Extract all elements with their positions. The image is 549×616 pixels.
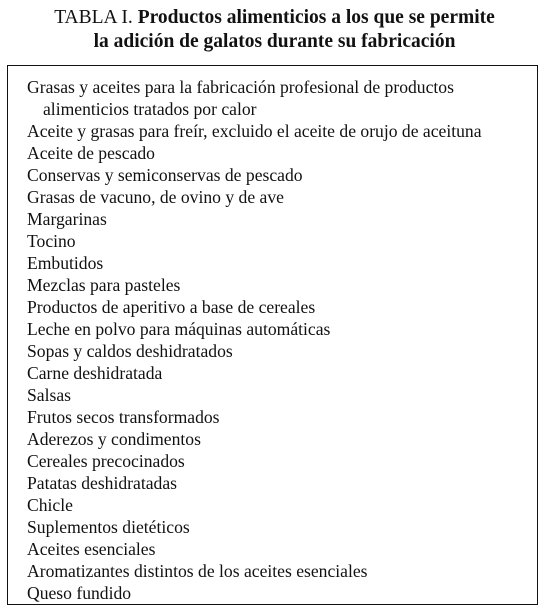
- list-item: Sopas y caldos deshidratados: [27, 341, 233, 361]
- food-products-table: [7, 65, 538, 605]
- list-item: Carne deshidratada: [27, 363, 163, 383]
- list-item: Frutos secos transformados: [27, 407, 220, 427]
- list-item: Patatas deshidratadas: [27, 473, 177, 493]
- list-item: Aceite y grasas para freír, excluido el aceite de orujo de aceituna: [27, 121, 482, 141]
- list-item: Tocino: [27, 231, 76, 251]
- caption-line-2: [0, 30, 549, 54]
- list-item: Aceite de pescado: [27, 143, 155, 163]
- list-item: Aromatizantes distintos de los aceites esenciales: [27, 561, 368, 581]
- list-item: Aceites esenciales: [27, 539, 156, 559]
- list-item: Margarinas: [27, 209, 107, 229]
- list-item: Suplementos dietéticos: [27, 517, 190, 537]
- caption-line-1: [0, 6, 549, 30]
- list-item: Grasas y aceites para la fabricación profesional de productos alimenticios tratados por calor: [27, 77, 454, 119]
- list-item: Salsas: [27, 385, 71, 405]
- list-item: Mezclas para pasteles: [27, 275, 181, 295]
- list-item: Embutidos: [27, 253, 104, 273]
- list-item: Conservas y semiconservas de pescado: [27, 165, 303, 185]
- table-number-label: TABLA I.: [54, 7, 133, 28]
- list-item: Productos de aperitivo a base de cereales: [27, 297, 316, 317]
- list-item: Cereales precocinados: [27, 451, 185, 471]
- table-caption: [0, 6, 549, 54]
- list-item: Aderezos y condimentos: [27, 429, 201, 449]
- list-item: Grasas de vacuno, de ovino y de ave: [27, 187, 284, 207]
- list-item: Leche en polvo para máquinas automáticas: [27, 319, 331, 339]
- list-item: Chicle: [27, 495, 73, 515]
- food-products-list: [27, 76, 529, 604]
- table-title-line-2: la adición de galatos durante su fabricación: [93, 31, 456, 52]
- table-title-line-1: Productos alimenticios a los que se permite: [137, 7, 495, 28]
- list-item: Queso fundido: [27, 583, 132, 603]
